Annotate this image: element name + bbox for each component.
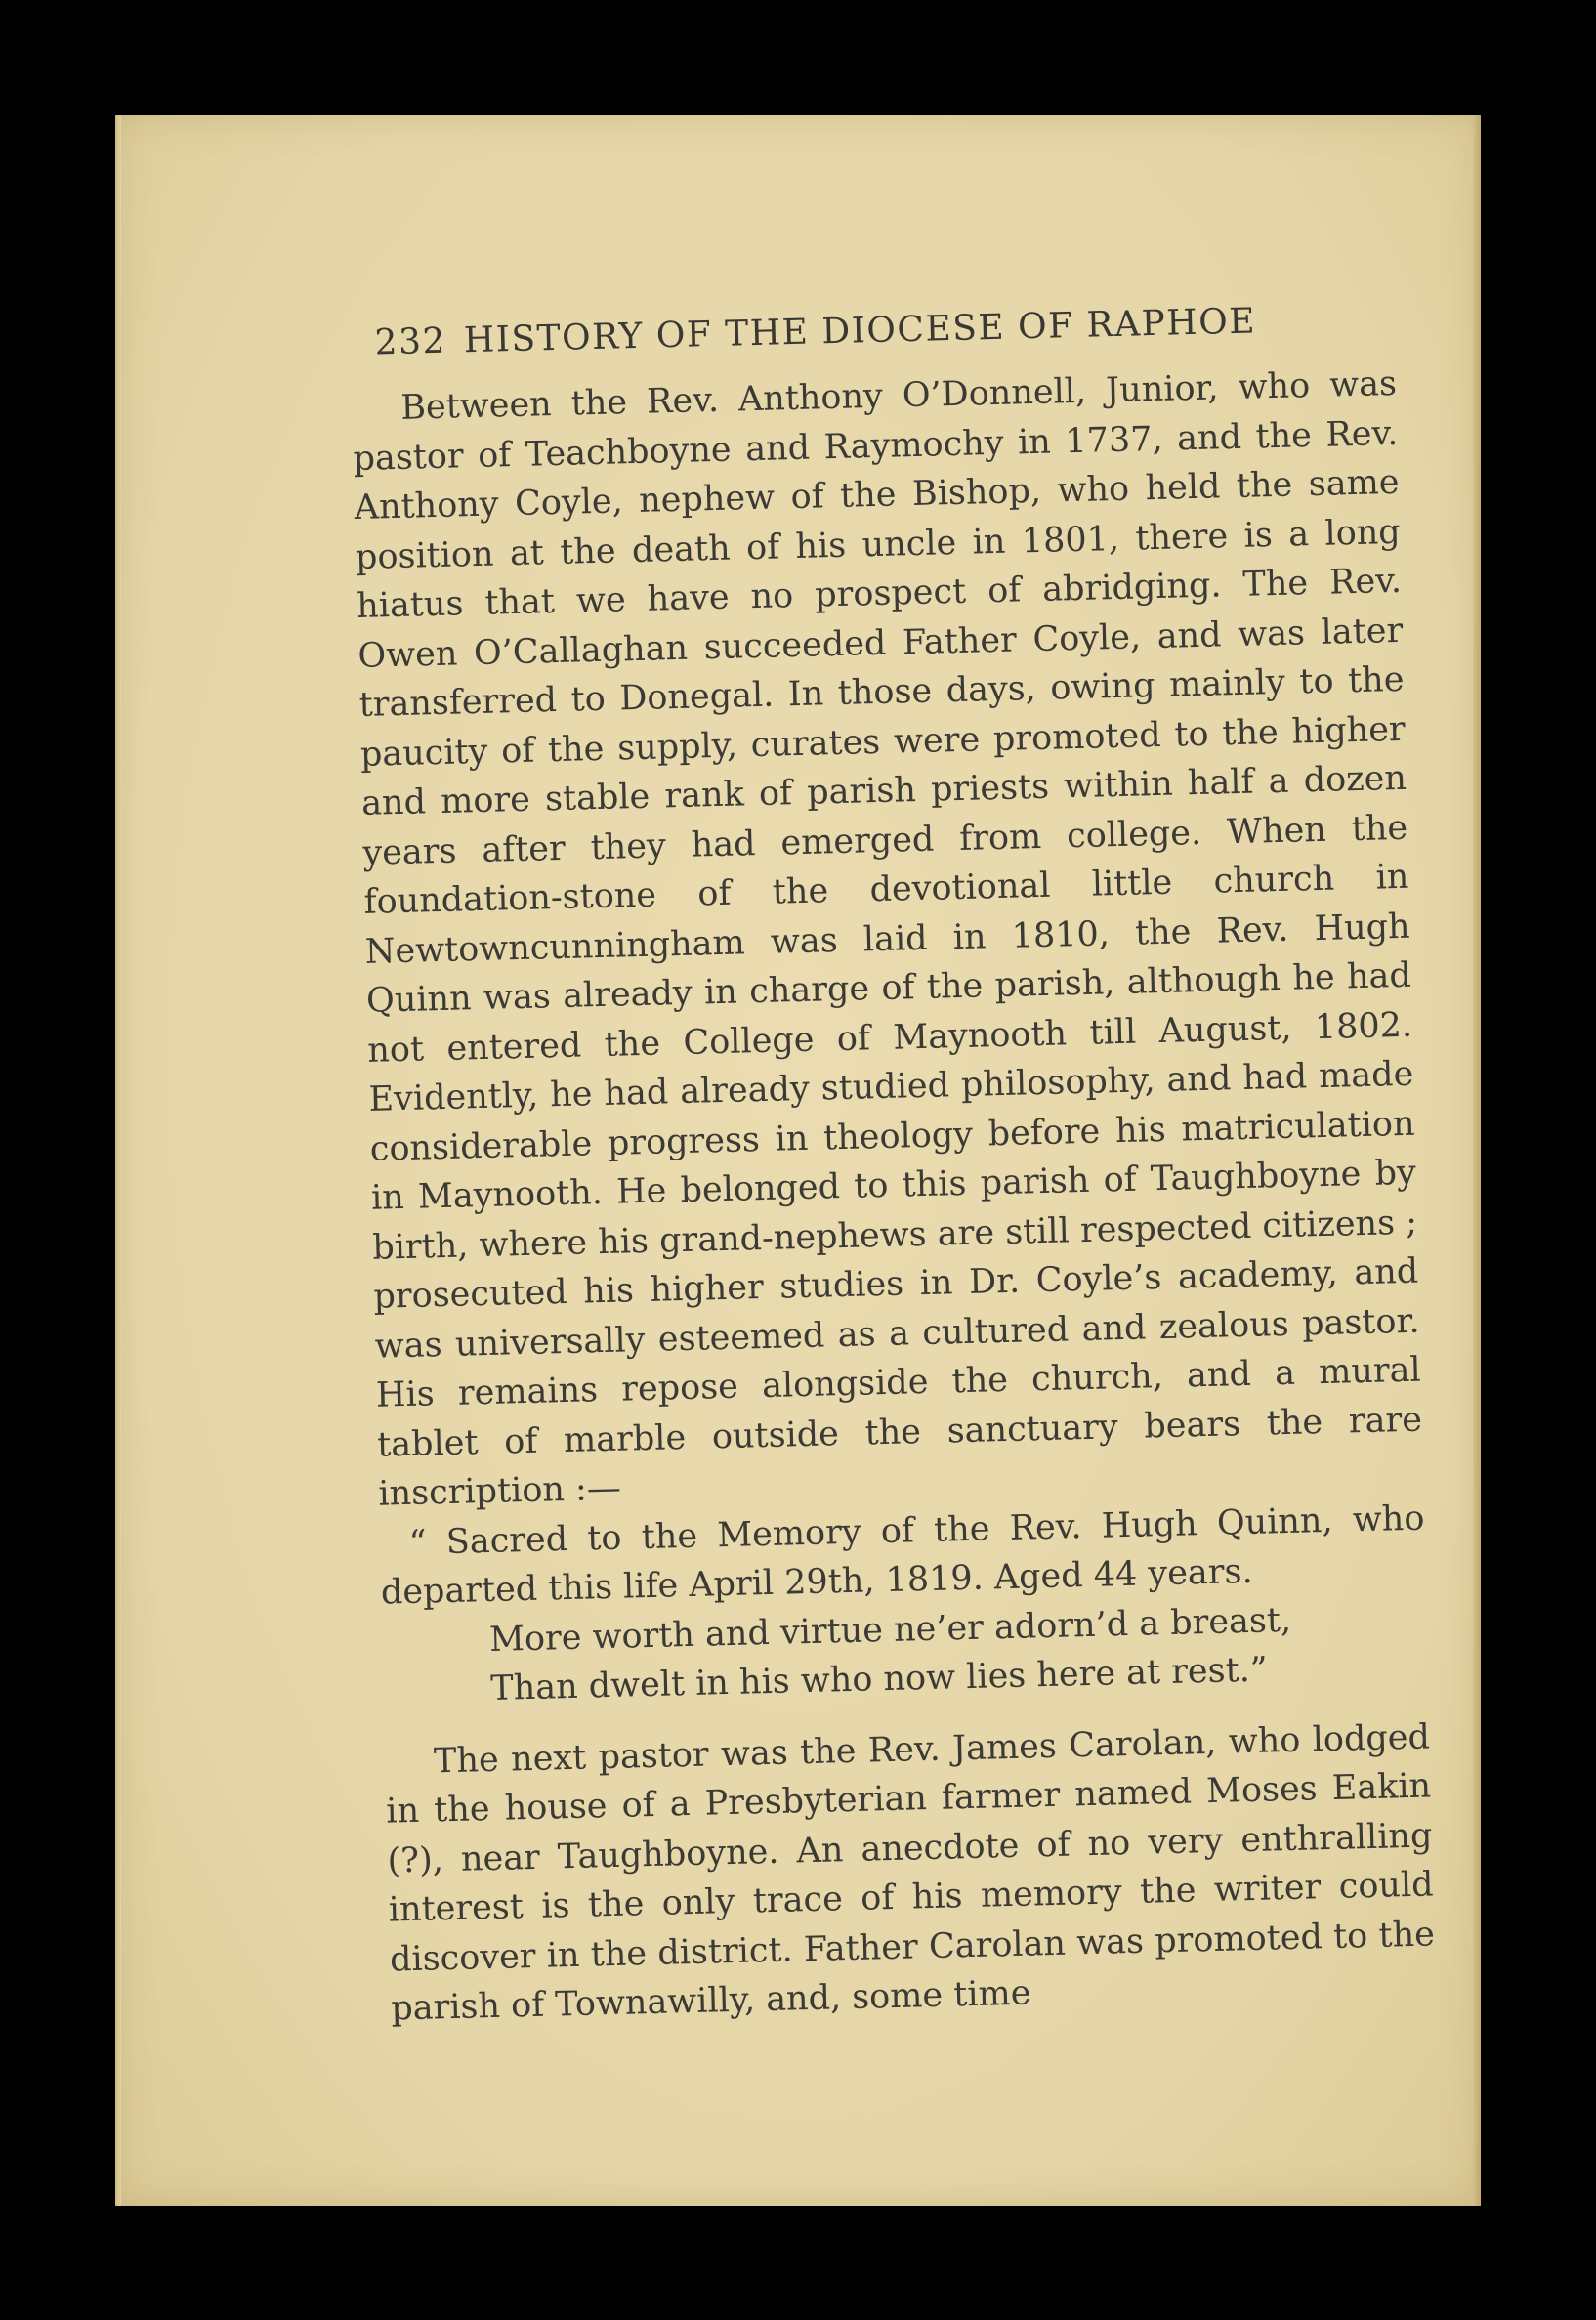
paragraph-2: The next pastor was the Rev. James Carolan, who lodged in the house of a Presbyterian farmer named Moses Eakin (?), near Taughboyne. An anecdote of no very enthralling interest is the only trace of his memory the writer could discover in the district. Father Carolan was promoted to the parish of Townawilly, and, some time [385, 1716, 1436, 2029]
verse-line-2: Than dwelt in his who now lies here at rest.” [489, 1650, 1269, 1708]
inscription-text: “ Sacred to the Memory of the Rev. Hugh Quinn, who departed this life April 29th, 1819. Aged 44 years. [380, 1498, 1425, 1613]
running-header [374, 298, 1396, 363]
book-page [115, 115, 1481, 2206]
running-title: HISTORY OF THE DIOCESE OF RAPHOE [463, 301, 1257, 361]
verse-line-1: More worth and virtue ne’er adorn’d a breast, [488, 1600, 1292, 1660]
page-number: 232 [374, 320, 447, 363]
paragraph-1: Between the Rev. Anthony O’Donnell, Junior, who was pastor of Teachboyne and Raymochy in 1737, and the Rev. Anthony Coyle, nephew of the Bishop, who held the same position at the death of his uncle in 1801, there is a long hiatus that we have no prospect of abridging. The Rev. Owen O’Callaghan succeeded Father Coyle, and was later transferred to Donegal. In those days, owing mainly to the paucity of the supply, curates were promoted to the higher and more stable rank of parish priests within half a dozen years after they had emerged from college. When the foundation-stone of the devotional little church in Newtowncunningham was laid in 1810, the Rev. Hugh Quinn was already in charge of the parish, although he had not entered the College of Maynooth till August, 1802. Evidently, he had already studied philosophy, and had made considerable progress in theology before his matriculation in Maynooth. He belonged to this parish of Taughboyne by birth, where his grand-nephews are still respected citizens ; prosecuted his higher studies in Dr. Coyle’s academy, and was universally esteemed as a cultured and zealous pastor. His remains repose alongside the church, and a mural tablet of marble outside the sanctuary bears the rare inscription :— [353, 363, 1423, 1514]
page-text-block [350, 298, 1436, 2034]
